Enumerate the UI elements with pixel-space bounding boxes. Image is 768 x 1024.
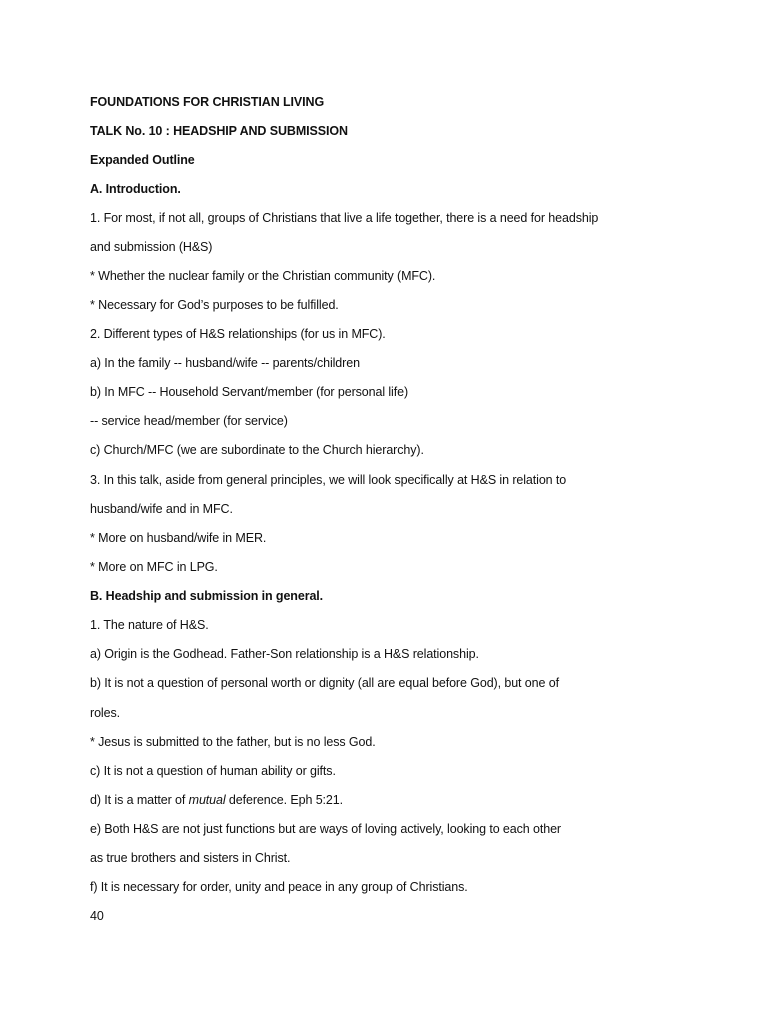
section-b-heading: B. Headship and submission in general. — [90, 589, 324, 603]
bullet-line: * More on MFC in LPG. — [90, 560, 218, 574]
list-item: as true brothers and sisters in Christ. — [90, 851, 291, 865]
document-title: FOUNDATIONS FOR CHRISTIAN LIVING — [90, 95, 325, 109]
list-item: a) In the family -- husband/wife -- parents/children — [90, 356, 360, 370]
emphasis-text: mutual — [188, 793, 226, 807]
list-item: b) In MFC -- Household Servant/member (for personal life) — [90, 385, 409, 399]
list-item: roles. — [90, 706, 120, 720]
list-item: c) It is not a question of human ability or gifts. — [90, 764, 336, 778]
bullet-line: * Whether the nuclear family or the Christian community (MFC). — [90, 269, 436, 283]
list-item: b) It is not a question of personal worth or dignity (all are equal before God), but one of — [90, 676, 559, 690]
list-item: e) Both H&S are not just functions but are ways of loving actively, looking to each other — [90, 822, 561, 836]
outline-subtitle: Expanded Outline — [90, 153, 195, 167]
bullet-line: * More on husband/wife in MER. — [90, 531, 267, 545]
paragraph-line: 1. The nature of H&S. — [90, 618, 209, 632]
paragraph-line: 1. For most, if not all, groups of Christians that live a life together, there is a need for headship — [90, 211, 599, 225]
list-item: -- service head/member (for service) — [90, 414, 288, 428]
page-number: 40 — [90, 909, 104, 923]
paragraph-line: and submission (H&S) — [90, 240, 213, 254]
list-item: c) Church/MFC (we are subordinate to the Church hierarchy). — [90, 443, 424, 457]
text-segment: d) It is a matter of — [90, 793, 189, 807]
list-item: a) Origin is the Godhead. Father-Son relationship is a H&S relationship. — [90, 647, 479, 661]
talk-title: TALK No. 10 : HEADSHIP AND SUBMISSION — [90, 124, 348, 138]
list-item: f) It is necessary for order, unity and peace in any group of Christians. — [90, 880, 468, 894]
text-segment: deference. Eph 5:21. — [225, 793, 343, 807]
bullet-line: * Necessary for God’s purposes to be fulfilled. — [90, 298, 339, 312]
bullet-line: * Jesus is submitted to the father, but is no less God. — [90, 735, 376, 749]
section-a-heading: A. Introduction. — [90, 182, 181, 196]
list-item-mutual — [90, 792, 343, 808]
paragraph-line: 2. Different types of H&S relationships (for us in MFC). — [90, 327, 386, 341]
paragraph-line: 3. In this talk, aside from general principles, we will look specifically at H&S in relation to — [90, 473, 567, 487]
paragraph-line: husband/wife and in MFC. — [90, 502, 233, 516]
